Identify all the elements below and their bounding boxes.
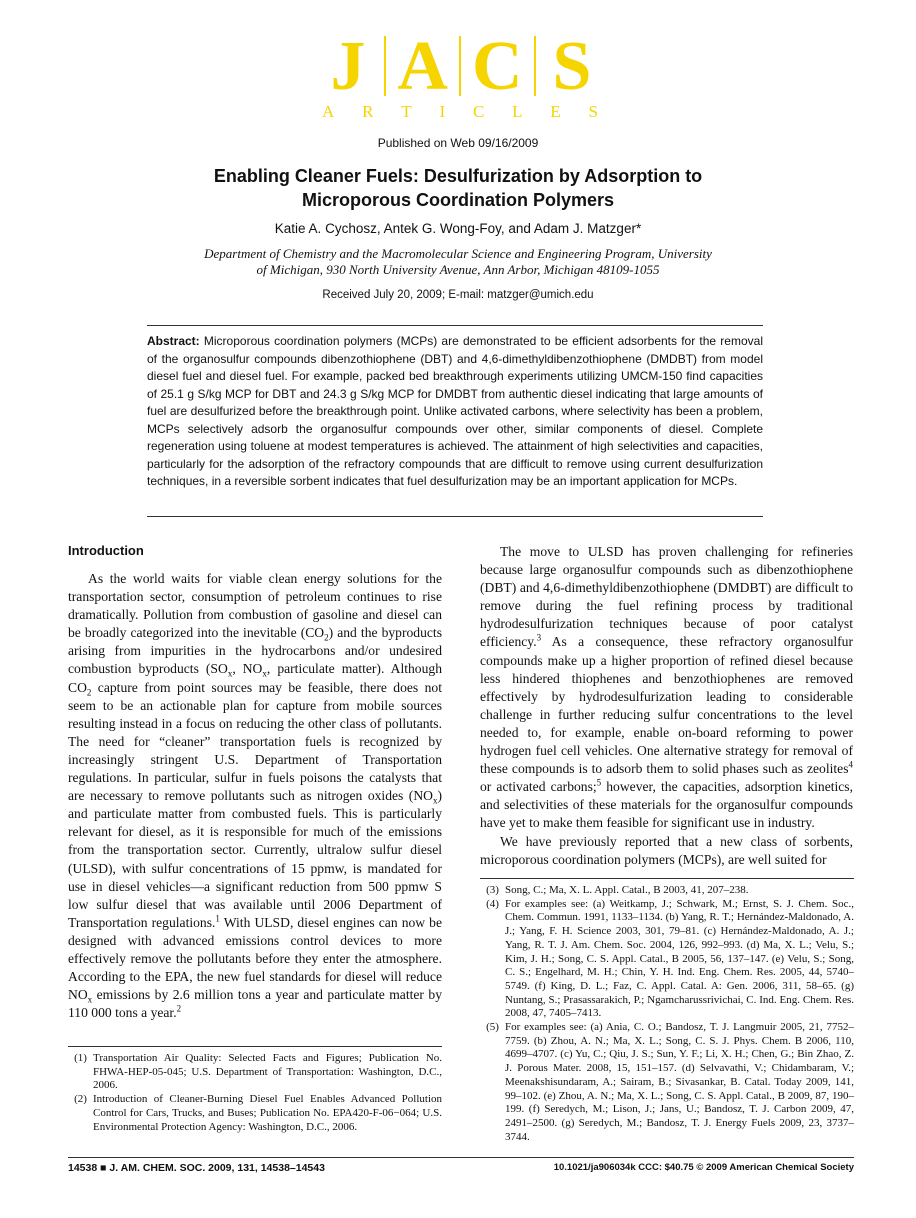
logo-sub-letter: L xyxy=(512,102,523,121)
body-paragraph: The move to ULSD has proven challenging for refineries because large organosulfur compounds such as dibenzothiophene (DBT) and 4,6-dimethyldibenzothiophene (DMDBT) are difficult to remove during the fuel refining process by traditional hydrodesulfurization techniques because of poor catalyst efficiency.$^3$ As a consequence, these refractory organosulfur compounds make up a higher proportion of refined diesel because less hindered thiophenes and benzothiophenes are removed effectively by hydrodesulfurization leading to considerable challenge in further reducing sulfur concentrations to the level needed to, for example, enable on-board reforming to power hydrogen fuel cell vehicles. One alternative strategy for removal of these compounds is to adsorb them to solid phases such as zeolites$^4$ or activated carbons;$^5$ however, the capacities, adsorption kinetics, and selectivities of these materials for the organosulfur compounds have yet to make them feasible for significant use in industry. xyxy=(480,544,854,831)
authors: Katie A. Cychosz, Antek G. Wong-Foy, and Adam J. Matzger* xyxy=(274,221,642,236)
abstract xyxy=(147,333,763,491)
footnote: (3) Song, C.; Ma, X. L. Appl. Catal., B 2003, 41, 207–238. xyxy=(486,884,749,896)
abstract-label: Abstract: xyxy=(147,334,200,348)
logo-sub-letter: A xyxy=(322,102,335,121)
page-footer-doi: 10.1021/ja906034k CCC: $40.75 © 2009 American Chemical Society xyxy=(553,1162,854,1173)
footnotes-left xyxy=(68,1052,442,1134)
reference-marker: 4 xyxy=(848,759,853,770)
reference-marker: 1 xyxy=(215,913,220,924)
affiliation-line-1: Department of Chemistry and the Macromolecular Science and Engineering Program, University xyxy=(204,246,712,261)
logo-sub-letter: C xyxy=(472,102,485,121)
abstract-top-rule xyxy=(147,325,763,326)
received-date: Received July 20, 2009; E-mail: matzger@umich.edu xyxy=(322,289,594,301)
footnote-rule xyxy=(68,1046,442,1047)
title-line-1: Enabling Cleaner Fuels: Desulfurization by Adsorption to xyxy=(213,166,703,186)
abstract-text: Microporous coordination polymers (MCPs) are demonstrated to be efficient adsorbents for the removal of the organosulfur compounds dibenzothiophene (DBT) and 4,6-dimethyldibenzothiophene (DMDBT) from model diesel fuel and diesel fuel. For example, packed bed breakthrough experiments utilizing UMCM-150 find capacities of 25.1 g S/kg MCP for DBT and 24.3 g S/kg MCP for DMDBT from authentic diesel indicating that large amounts of fuel are desulfurized before the breakthrough point. Unlike activated carbons, where selectivity has been a problem, MCPs selectively adsorb the organosulfur compounds over other, similar components of diesel. Complete regeneration using toluene at modest temperatures is achieved. The attainment of high selectivities and capacities, particularly for the adsorption of the refractory compounds that are difficult to remove using current desulfurization techniques, in a reversible sorbent indicates that fuel desulfurization may be an important application for MCPs. xyxy=(147,334,763,488)
affiliation-line-2: of Michigan, 930 North University Avenue, Ann Arbor, Michigan 48109-1055 xyxy=(256,262,660,277)
logo-letter-c: C xyxy=(472,28,523,105)
footnote: (4) For examples see: (a) Weitkamp, J.; Schwark, M.; Ernst, S. J. Chem. Soc., Chem. Commun. 1991, 1133–1134. (b) Yang, R. T.; Hernández-Maldonado, A. J.; Yang, F. H. Science 2003, 301, 79–81. (c) Hernández-Maldonado, A. J.; Yang, R. T. J. Am. Chem. Soc. 2004, 126, 992–993. (d) Ma, X. L.; Velu, S.; Kim, J. H.; Song, C. S. Appl. Catal., B 2005, 56, 137–147. (e) Velu, S.; Song, C. S.; Engelhard, M. H.; Chin, Y. H. Ind. Eng. Chem. Res. 2005, 44, 5740–5749. (f) King, D. L.; Faz, C. Appl. Catal. A: Gen. 2006, 311, 58–65. (g) Nuntang, S.; Prasassarakich, P.; Ngamcharussrivichai, C. Ind. Eng. Chem. Res. 2008, 47, 7405–7413. xyxy=(486,897,854,1020)
reference-marker: 3 xyxy=(536,632,542,643)
logo-letter-j: J xyxy=(330,28,366,105)
jacs-logo xyxy=(322,30,598,122)
reference-marker: 2 xyxy=(176,1003,182,1014)
abstract-bottom-rule xyxy=(147,516,763,517)
published-date: Published on Web 09/16/2009 xyxy=(377,136,539,150)
footnote-rule xyxy=(480,878,854,879)
logo-sub-letter: R xyxy=(362,102,374,121)
body-paragraph: We have previously reported that a new class of sorbents, microporous coordination polymers (MCPs), are well suited for xyxy=(480,833,853,867)
reference-marker: 5 xyxy=(596,777,602,788)
page-footer-citation: 14538 ■ J. AM. CHEM. SOC. 2009, 131, 14538–14543 xyxy=(68,1162,325,1174)
logo-divider xyxy=(534,36,536,96)
footnotes-right xyxy=(480,884,854,1144)
affiliation xyxy=(160,246,756,278)
section-heading-introduction: Introduction xyxy=(68,543,144,558)
title-line-2: Microporous Coordination Polymers xyxy=(301,190,615,210)
logo-letters xyxy=(322,28,598,105)
logo-divider xyxy=(459,36,461,96)
logo-sub-letter: S xyxy=(588,102,598,121)
footnote: (2) Introduction of Cleaner-Burning Diesel Fuel Enables Advanced Pollution Control for Cars, Trucks, and Buses; Publication No. EPA420-F-06−064; U.S. Environmental Protection Agency: Washington, D.C., 2006. xyxy=(74,1093,442,1133)
article-title xyxy=(120,164,796,212)
left-column xyxy=(68,543,442,1022)
footer-rule xyxy=(68,1157,854,1158)
footnote: (5) For examples see: (a) Ania, C. O.; Bandosz, T. J. Langmuir 2005, 21, 7752–7759. (b) Zhou, A. N.; Ma, X. L.; Song, C. S. J. Phys. Chem. B 2006, 110, 4699–4707. (c) Yu, C.; Qiu, J. S.; Sun, Y. F.; Li, X. H.; Chen, G.; Bin Zhao, Z. J. Porous Mater. 2008, 15, 151–157. (d) Selvavathi, V.; Chidambaram, V.; Meenakshisundaram, A.; Sairam, B.; Sivasankar, B. Catal. Today 2009, 141, 99–102. (e) Zhou, A. N.; Ma, X. L.; Song, C. S. Appl. Catal., B 2009, 87, 190–199. (f) Seredych, M.; Lison, J.; Jans, U.; Bandosz, T. J. Carbon 2009, 47, 2491–2500. (g) Seredych, M.; Bandosz, T. J. Energy Fuels 2009, 23, 3737–3744. xyxy=(486,1021,854,1143)
intro-paragraph: As the world waits for viable clean energy solutions for the transportation sector, consumption of petroleum continues to rise dramatically. Pollution from combustion of gasoline and diesel can be broadly categorized into the inevitable $(CO_2)$ and the byproducts arising from impurities in the hydrocarbons and/or undesired combustion byproducts ($SO_x$, $NO_x$, particulate matter). Although $CO_2$ capture from point sources may be feasible, there does not seem to be an actionable plan for capture from mobile sources resulting instead in a focus on reducing the other class of pollutants. The need for “cleaner” transportation fuels is recognized by increasingly stringent U.S. Department of Transportation regulations. In particular, sulfur in fuels poisons the catalysts that are necessary to remove pollutants such as nitrogen oxides $(NO_x)$ and particulate matter from combusted fuels. This is particularly relevant for diesel, as it is responsible for much of the emissions from the transportation sector. Currently, ultralow sulfur diesel (ULSD), with sulfur concentrations of 15 ppmw, is mandated for use in diesel vehicles—a significant reduction from 500 ppmw S low sulfur diesel that was available until 2006 Department of Transportation regulations.$^1$ With ULSD, diesel engines can now be designed with advanced emissions control devices to more effectively remove the pollutants before they enter the atmosphere. According to the EPA, the new fuel standards for diesel will reduce $NO_x$ emissions by 2.6 million tons a year and particulate matter by 110 000 tons a year.$^2$ xyxy=(68,571,442,1021)
logo-letter-a: A xyxy=(397,28,448,105)
logo-divider xyxy=(384,36,386,96)
logo-subtitle xyxy=(322,102,598,122)
logo-sub-letter: T xyxy=(401,102,412,121)
right-column xyxy=(480,543,853,869)
logo-sub-letter: E xyxy=(550,102,561,121)
footnote: (1) Transportation Air Quality: Selected Facts and Figures; Publication No. FHWA-HEP-05-045; U.S. Department of Transportation: Washington, D.C., 2006. xyxy=(74,1052,442,1092)
logo-sub-letter: I xyxy=(439,102,446,121)
logo-letter-s: S xyxy=(552,28,592,105)
